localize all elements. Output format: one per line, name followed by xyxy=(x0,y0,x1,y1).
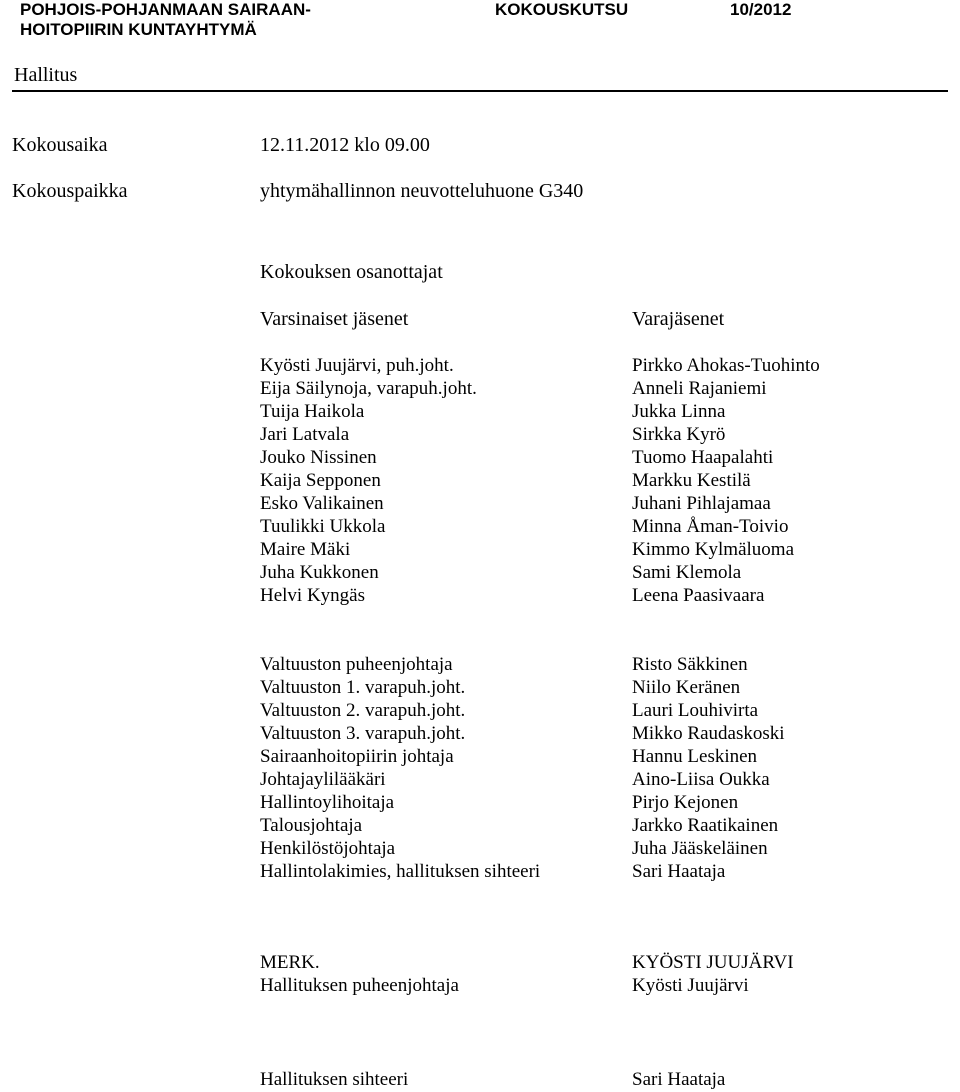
list-item: Kimmo Kylmäluoma xyxy=(632,539,795,560)
list-item: Juha Jääskeläinen xyxy=(632,838,768,859)
list-item: Kyösti Juujärvi, puh.joht. xyxy=(260,355,454,376)
list-item: Markku Kestilä xyxy=(632,470,751,491)
list-item: Sairaanhoitopiirin johtaja xyxy=(260,746,454,767)
secretary-name: Sari Haataja xyxy=(632,1069,726,1090)
list-item: Sirkka Kyrö xyxy=(632,424,726,445)
list-item: Johtajaylilääkäri xyxy=(260,769,386,790)
organization-name-line1: POHJOIS-POHJANMAAN SAIRAAN- xyxy=(20,0,311,19)
deputies-heading: Varajäsenet xyxy=(632,308,725,330)
members-list xyxy=(260,354,477,607)
list-item: Sami Klemola xyxy=(632,562,742,583)
list-item: Pirkko Ahokas-Tuohinto xyxy=(632,355,820,376)
list-item: Leena Paasivaara xyxy=(632,585,765,606)
list-item: Jarkko Raatikainen xyxy=(632,815,779,836)
list-item: Juha Kukkonen xyxy=(260,562,379,583)
list-item: Valtuuston puheenjohtaja xyxy=(260,654,453,675)
official-names-list xyxy=(632,653,785,883)
list-item: Hallintoylihoitaja xyxy=(260,792,395,813)
meeting-place-value: yhtymähallinnon neuvotteluhuone G340 xyxy=(260,180,584,202)
list-item: Valtuuston 1. varapuh.joht. xyxy=(260,677,466,698)
meeting-time-label: Kokousaika xyxy=(12,134,108,156)
deputies-list xyxy=(632,354,820,607)
list-item: Minna Åman-Toivio xyxy=(632,516,789,537)
merk-label: MERK. xyxy=(260,952,320,973)
list-item: Jouko Nissinen xyxy=(260,447,377,468)
secretary-role: Hallituksen sihteeri xyxy=(260,1069,409,1090)
list-item: Henkilöstöjohtaja xyxy=(260,838,396,859)
document-number: 10/2012 xyxy=(730,0,792,19)
list-item: Tuulikki Ukkola xyxy=(260,516,386,537)
list-item: Valtuuston 2. varapuh.joht. xyxy=(260,700,466,721)
list-item: Maire Mäki xyxy=(260,539,351,560)
list-item: Eija Säilynoja, varapuh.joht. xyxy=(260,378,477,399)
chair-name: Kyösti Juujärvi xyxy=(632,975,749,996)
list-item: Lauri Louhivirta xyxy=(632,700,759,721)
organization-name-line2: HOITOPIIRIN KUNTAYHTYMÄ xyxy=(20,20,257,39)
list-item: Juhani Pihlajamaa xyxy=(632,493,771,514)
list-item: Talousjohtaja xyxy=(260,815,363,836)
list-item: Jari Latvala xyxy=(260,424,350,445)
participants-title: Kokouksen osanottajat xyxy=(260,261,443,283)
list-item: Esko Valikainen xyxy=(260,493,384,514)
list-item: Jukka Linna xyxy=(632,401,726,422)
header-divider xyxy=(12,90,948,92)
list-item: Risto Säkkinen xyxy=(632,654,748,675)
list-item: Kaija Sepponen xyxy=(260,470,381,491)
list-item: Tuija Haikola xyxy=(260,401,365,422)
chair-role: Hallituksen puheenjohtaja xyxy=(260,975,459,996)
list-item: Hannu Leskinen xyxy=(632,746,758,767)
list-item: Hallintolakimies, hallituksen sihteeri xyxy=(260,861,541,882)
list-item: Sari Haataja xyxy=(632,861,726,882)
list-item: Aino-Liisa Oukka xyxy=(632,769,770,790)
members-heading: Varsinaiset jäsenet xyxy=(260,308,409,330)
list-item: Pirjo Kejonen xyxy=(632,792,739,813)
list-item: Mikko Raudaskoski xyxy=(632,723,785,744)
chair-name-caps: KYÖSTI JUUJÄRVI xyxy=(632,952,794,973)
meeting-place-label: Kokouspaikka xyxy=(12,180,128,202)
list-item: Tuomo Haapalahti xyxy=(632,447,774,468)
official-roles-list xyxy=(260,653,540,883)
list-item: Niilo Keränen xyxy=(632,677,741,698)
list-item: Helvi Kyngäs xyxy=(260,585,366,606)
list-item: Anneli Rajaniemi xyxy=(632,378,767,399)
list-item: Valtuuston 3. varapuh.joht. xyxy=(260,723,466,744)
meeting-time-value: 12.11.2012 klo 09.00 xyxy=(260,134,430,156)
body-name: Hallitus xyxy=(14,64,78,86)
document-type: KOKOUSKUTSU xyxy=(495,0,629,19)
